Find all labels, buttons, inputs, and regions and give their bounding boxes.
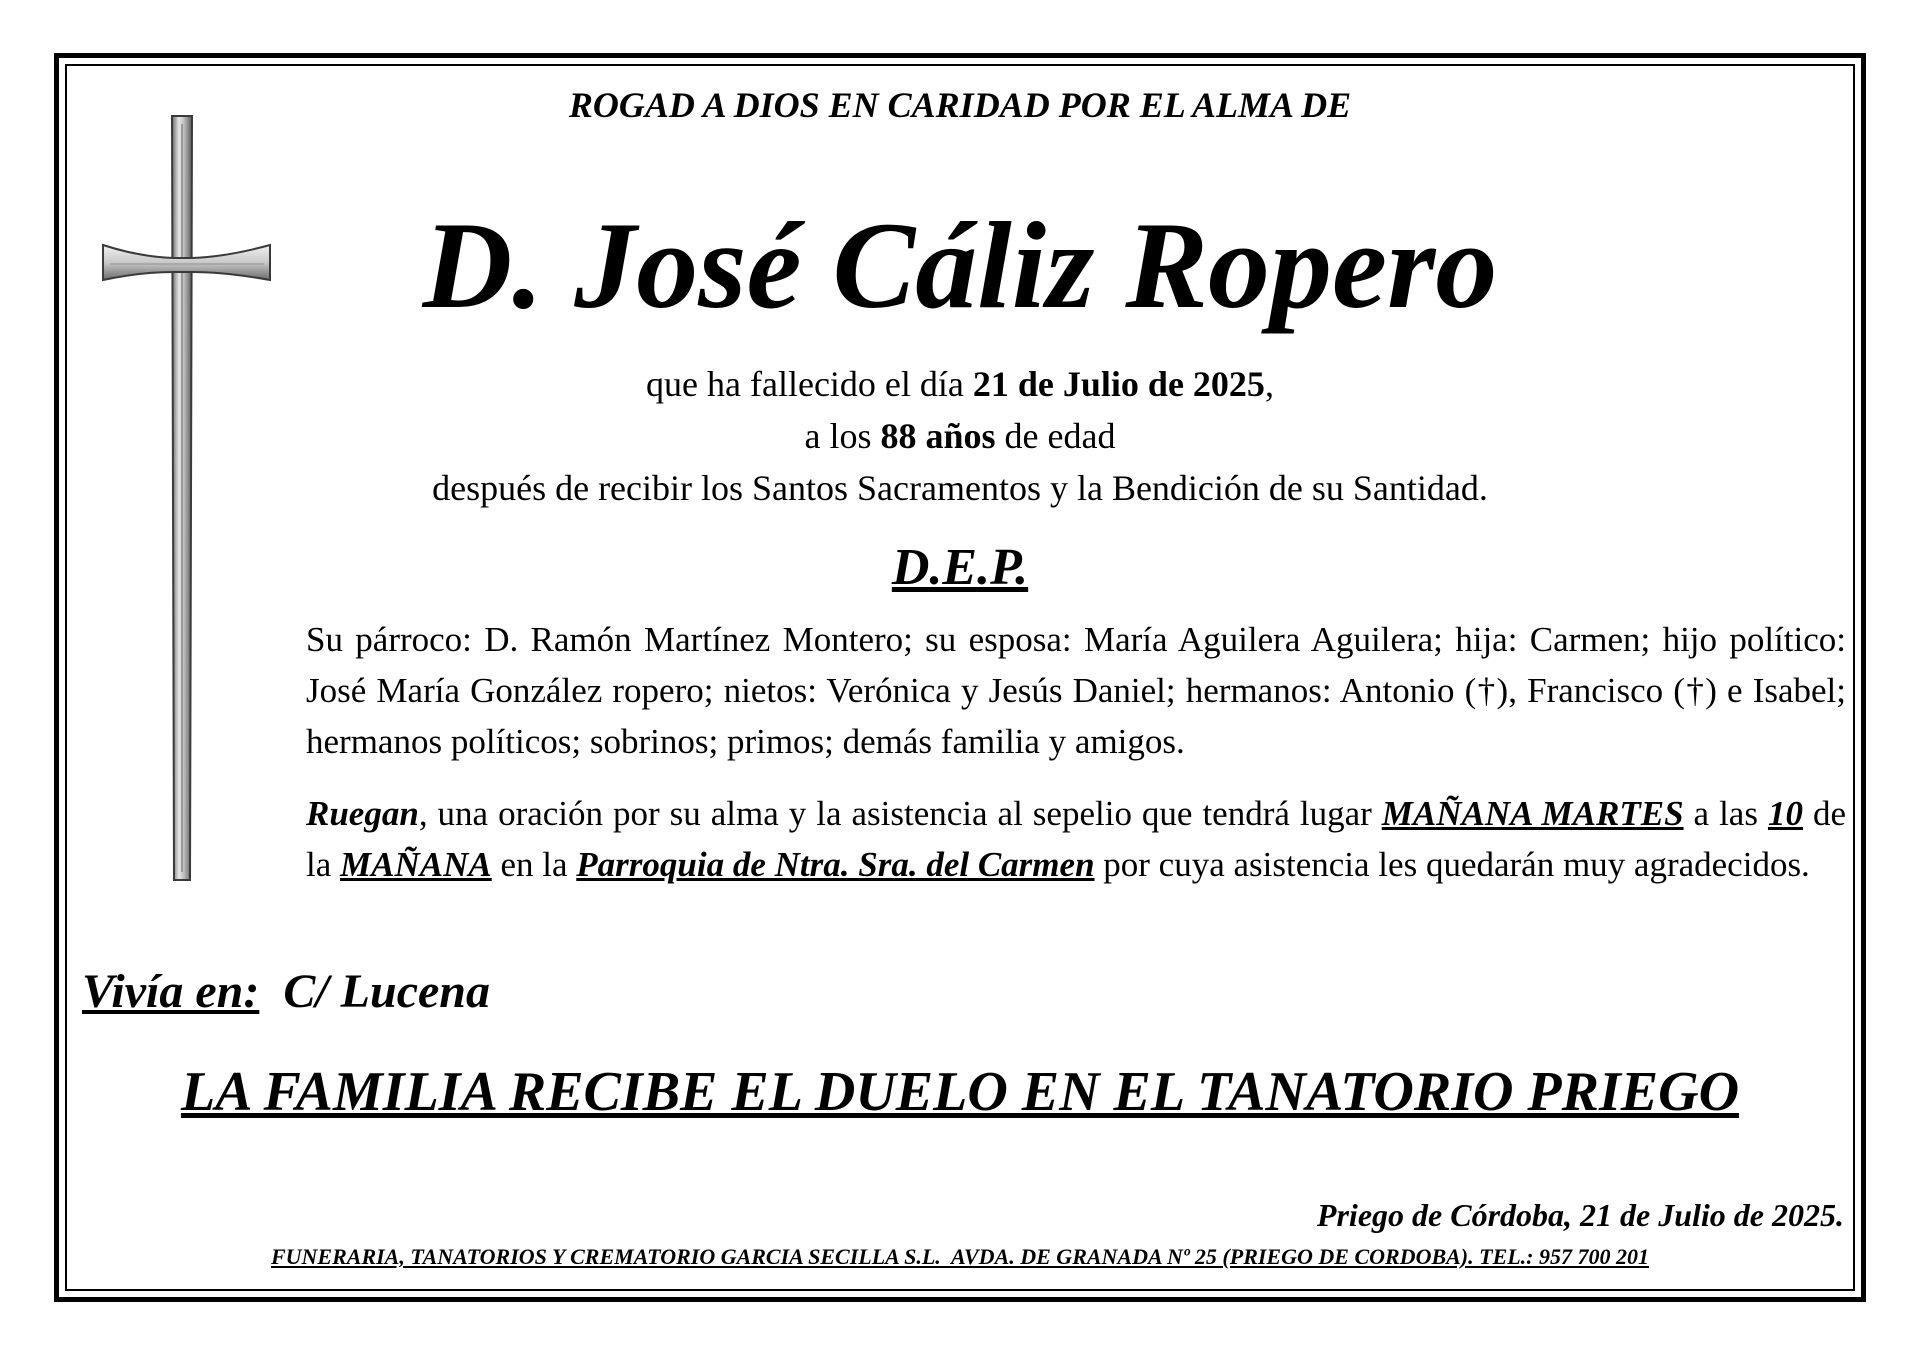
service-paragraph	[306, 788, 1846, 890]
ruegan-text: Ruegan	[306, 794, 419, 833]
age-value: 88 años	[880, 416, 996, 456]
dep-text: D.E.P.	[891, 539, 1029, 596]
age-prefix: a los	[804, 416, 881, 456]
service-day: MAÑANA MARTES	[1381, 794, 1684, 833]
residence-label: Vivía en:	[82, 965, 260, 1018]
header-text: ROGAD A DIOS EN CARIDAD POR EL ALMA DE	[568, 85, 1352, 125]
service-text-1: , una oración por su alma y la asistencia al sepelio que tendrá lugar	[418, 794, 1382, 833]
service-text-2: a las	[1683, 794, 1768, 833]
place-date: Priego de Córdoba, 21 de Julio de 2025.	[1316, 1197, 1844, 1233]
death-prefix: que ha fallecido el día	[646, 364, 973, 404]
footer-text: FUNERARIA, TANATORIOS Y CREMATORIO GARCIA SECILLA S.L. AVDA. DE GRANADA Nº 25 (PRIEGO DE CORDOBA). TEL.: 957 700 201	[270, 1244, 1650, 1269]
service-hour: 10	[1767, 794, 1803, 833]
deceased-name: D. José Cáliz Ropero	[422, 197, 1498, 334]
death-suffix: ,	[1264, 364, 1274, 404]
residence-line	[82, 964, 490, 1019]
sacraments-line: después de recibir los Santos Sacramentos y la Bendición de su Santidad.	[432, 468, 1488, 508]
service-text-4: en la	[491, 845, 577, 884]
dep-heading	[0, 536, 1920, 600]
funeral-home-footer	[0, 1244, 1920, 1270]
service-church: Parroquia de Ntra. Sra. del Carmen	[576, 845, 1095, 884]
age-suffix: de edad	[995, 416, 1116, 456]
death-date-line	[0, 358, 1920, 410]
residence-address: C/ Lucena	[283, 965, 490, 1018]
family-paragraph: Su párroco: D. Ramón Martínez Montero; su esposa: María Aguilera Aguilera; hija: Carmen; hijo político: José María González ropero; nietos: Verónica y Jesús Daniel; hermanos: Antonio (†), Francisco (†) e Isabel; hermanos políticos; sobrinos; primos; demás familia y amigos.	[306, 620, 1846, 761]
duelo-line	[0, 1057, 1920, 1127]
service-period: MAÑANA	[340, 845, 492, 884]
service-text-3: de la	[306, 794, 1846, 884]
duelo-text: LA FAMILIA RECIBE EL DUELO EN EL TANATORIO PRIEGO	[180, 1061, 1740, 1123]
service-text-5: por cuya asistencia les quedarán muy agradecidos.	[1094, 845, 1810, 884]
death-date: 21 de Julio de 2025	[972, 364, 1265, 404]
age-line	[0, 410, 1920, 462]
